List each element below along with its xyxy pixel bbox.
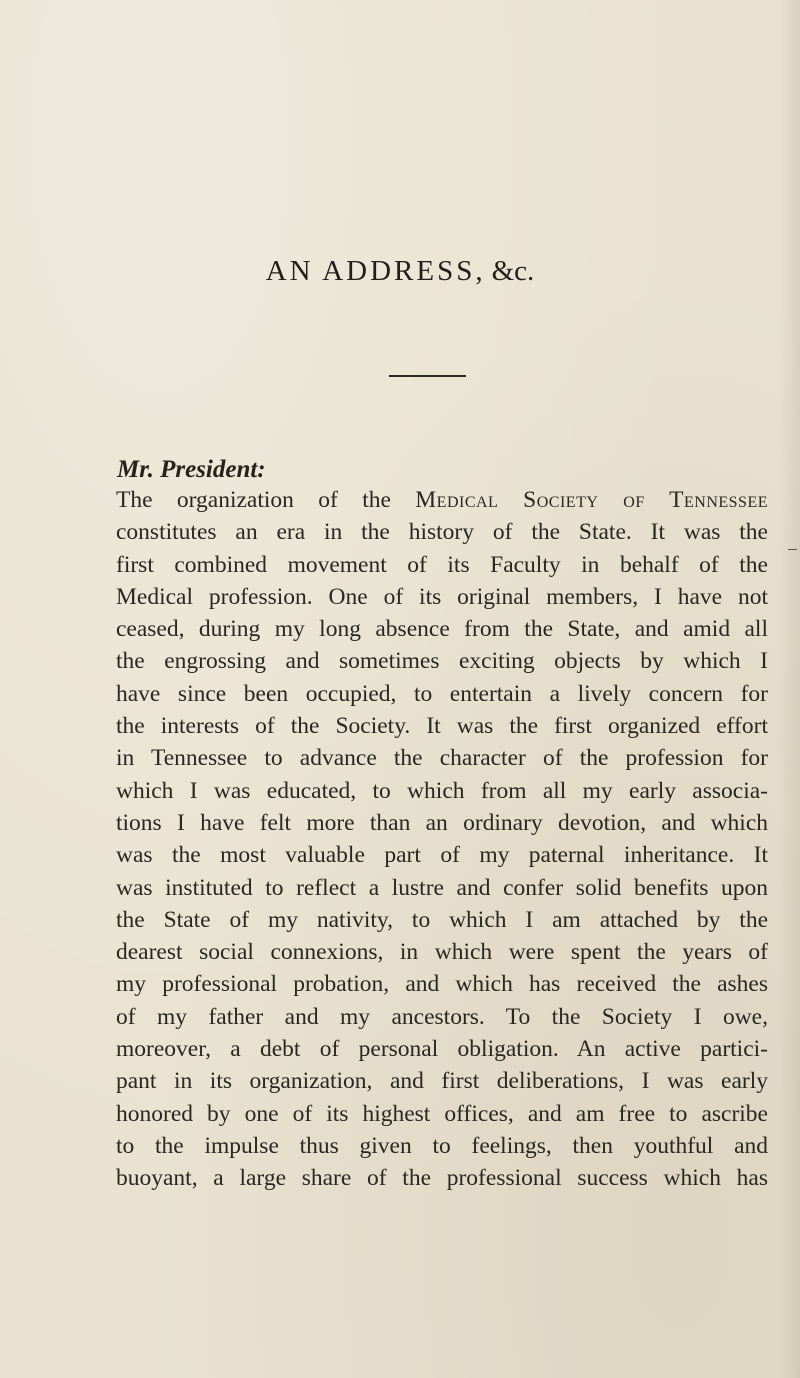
text-line: first combined movement of its Faculty in behalf of the	[116, 551, 768, 578]
text-line: the engrossing and sometimes exciting objects by which I	[116, 648, 768, 675]
text-line: dearest social connexions, in which were spent the years of	[116, 939, 768, 966]
text-line	[116, 484, 768, 516]
text-line: which I was educated, to which from all my early associa-	[116, 777, 768, 804]
text-line: pant in its organization, and first deliberations, I was early	[116, 1068, 768, 1095]
page-heading	[0, 255, 800, 288]
text-line: honored by one of its highest offices, and am free to ascribe	[116, 1100, 768, 1127]
text-line: tions I have felt more than an ordinary devotion, and which	[116, 809, 768, 836]
text-line: was the most valuable part of my paternal inheritance. It	[116, 842, 768, 869]
address-body	[116, 484, 768, 1195]
section-rule	[389, 375, 466, 377]
text-line: Medical profession. One of its original members, I have not	[116, 583, 768, 610]
text-line: constitutes an era in the history of the State. It was the	[116, 519, 768, 546]
text-line: the interests of the Society. It was the first organized effort	[116, 713, 768, 740]
text-line: have since been occupied, to entertain a lively concern for	[116, 680, 768, 707]
text-line: to the impulse thus given to feelings, then youthful and	[116, 1132, 768, 1159]
text-line: was instituted to reflect a lustre and confer solid benefits upon	[116, 874, 768, 901]
heading-title: AN ADDRESS,	[265, 255, 486, 287]
margin-mark	[788, 549, 797, 550]
text-line: the State of my nativity, to which I am attached by the	[116, 906, 768, 933]
society-name: Medical Society of Tennessee	[415, 487, 768, 513]
text-line: of my father and my ancestors. To the Society I owe,	[116, 1003, 768, 1030]
salutation: Mr. President:	[117, 456, 266, 483]
page-edge-shadow	[778, 0, 800, 1378]
text-line: ceased, during my long absence from the State, and amid all	[116, 616, 768, 643]
text-line: moreover, a debt of personal obligation. An active partici-	[116, 1036, 768, 1063]
text-line: my professional probation, and which has received the ashes	[116, 971, 768, 998]
text-line-last: buoyant, a large share of the professional success which has	[116, 1165, 768, 1192]
text-line: in Tennessee to advance the character of the profession for	[116, 745, 768, 772]
heading-suffix: &c.	[491, 255, 535, 287]
text-line-lead: The organization of the	[116, 487, 391, 513]
